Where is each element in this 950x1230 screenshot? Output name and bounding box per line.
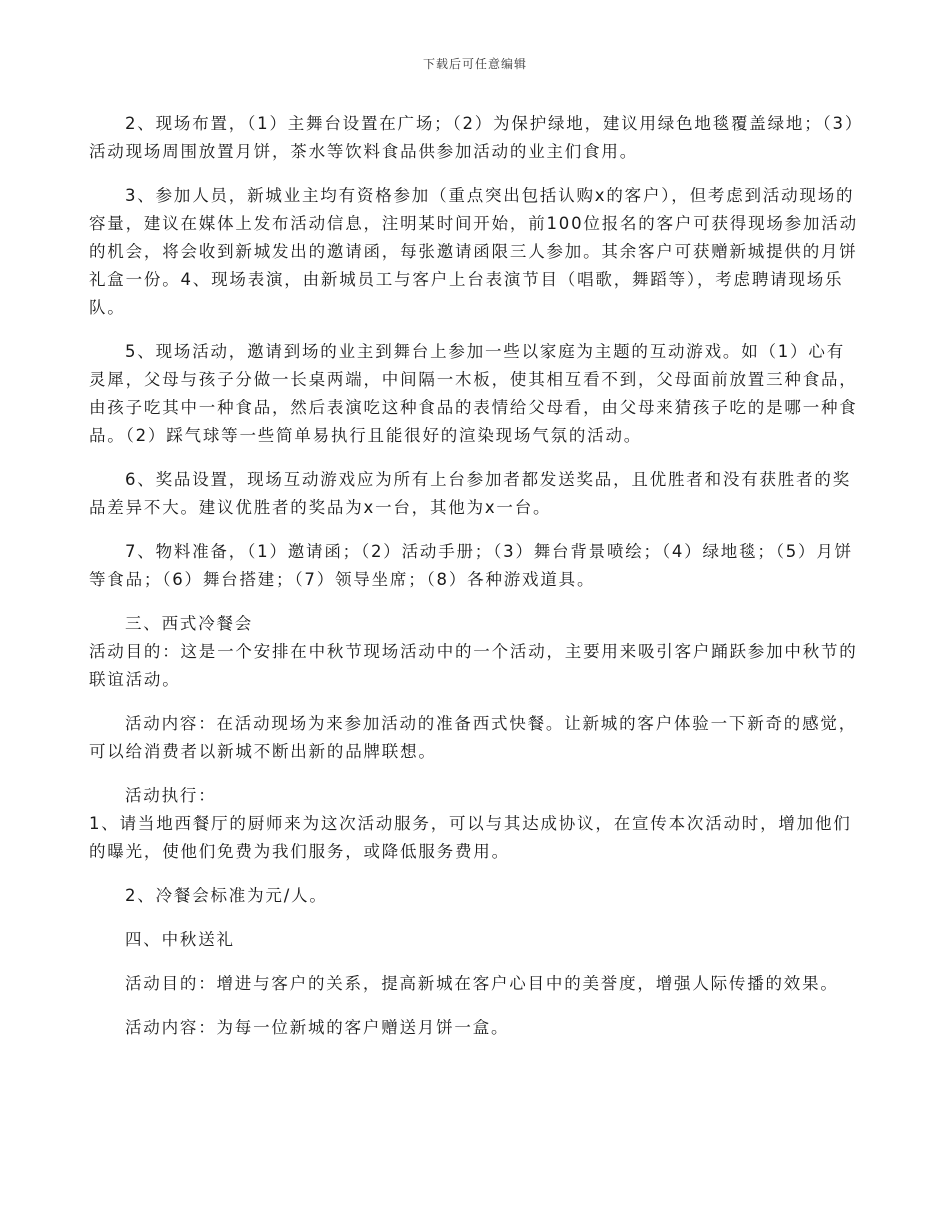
paragraph-buffet-content: 活动内容：在活动现场为来参加活动的准备西式快餐。让新城的客户体验一下新奇的感觉，可以给消费者以新城不断出新的品牌联想。 [89,714,857,761]
section-heading-buffet: 三、西式冷餐会 [125,614,254,633]
paragraph-buffet-standard: 2、冷餐会标准为元/人。 [125,886,328,905]
document-body [89,110,862,1058]
paragraph-site-layout: 2、现场布置，（1）主舞台设置在广场；（2）为保护绿地，建议用绿色地毯覆盖绿地；（3）活动现场周围放置月饼，茶水等饮料食品供参加活动的业主们食用。 [89,114,855,161]
paragraph-execution-label: 活动执行： [125,786,217,805]
paragraph-materials: 7、物料准备，（1）邀请函；（2）活动手册；（3）舞台背景喷绘；（4）绿地毯；（5）月饼等食品；（6）舞台搭建；（7）领导坐席；（8）各种游戏道具。 [89,542,853,589]
paragraph-execution-chef: 1、请当地西餐厅的厨师来为这次活动服务，可以与其达成协议，在宣传本次活动时，增加他们的曝光，使他们免费为我们服务，或降低服务费用。 [89,814,852,861]
section-heading-gifts: 四、中秋送礼 [125,930,235,949]
paragraph-gifts-content: 活动内容：为每一位新城的客户赠送月饼一盒。 [125,1018,510,1037]
paragraph-on-site-activities: 5、现场活动，邀请到场的业主到舞台上参加一些以家庭为主题的互动游戏。如（1）心有灵犀，父母与孩子分做一长桌两端，中间隔一木板，使其相互看不到，父母面前放置三种食品，由孩子吃其中一种食品，然后表演吃这种食品的表情给父母看，由父母来猜孩子吃的是哪一种食品。（2）踩气球等一些简单易执行且能很好的渲染现场气氛的活动。 [89,342,858,445]
paragraph-buffet-purpose: 活动目的：这是一个安排在中秋节现场活动中的一个活动，主要用来吸引客户踊跃参加中秋节的联谊活动。 [89,642,858,689]
paragraph-prizes: 6、奖品设置，现场互动游戏应为所有上台参加者都发送奖品，且优胜者和没有获胜者的奖品差异不大。建议优胜者的奖品为x一台，其他为x一台。 [89,470,851,517]
page-header: 下载后可任意编辑 [422,57,527,71]
paragraph-participants: 3、参加人员，新城业主均有资格参加（重点突出包括认购x的客户），但考虑到活动现场的容量，建议在媒体上发布活动信息，注明某时间开始，前100位报名的客户可获得现场参加活动的机会，将会收到新城发出的邀请函，每张邀请函限三人参加。其余客户可获赠新城提供的月饼礼盒一份。4、现场表演，由新城员工与客户上台表演节目（唱歌，舞蹈等），考虑聘请现场乐队。 [89,186,858,317]
paragraph-gifts-purpose: 活动目的：增进与客户的关系，提高新城在客户心目中的美誉度，增强人际传播的效果。 [125,974,839,993]
